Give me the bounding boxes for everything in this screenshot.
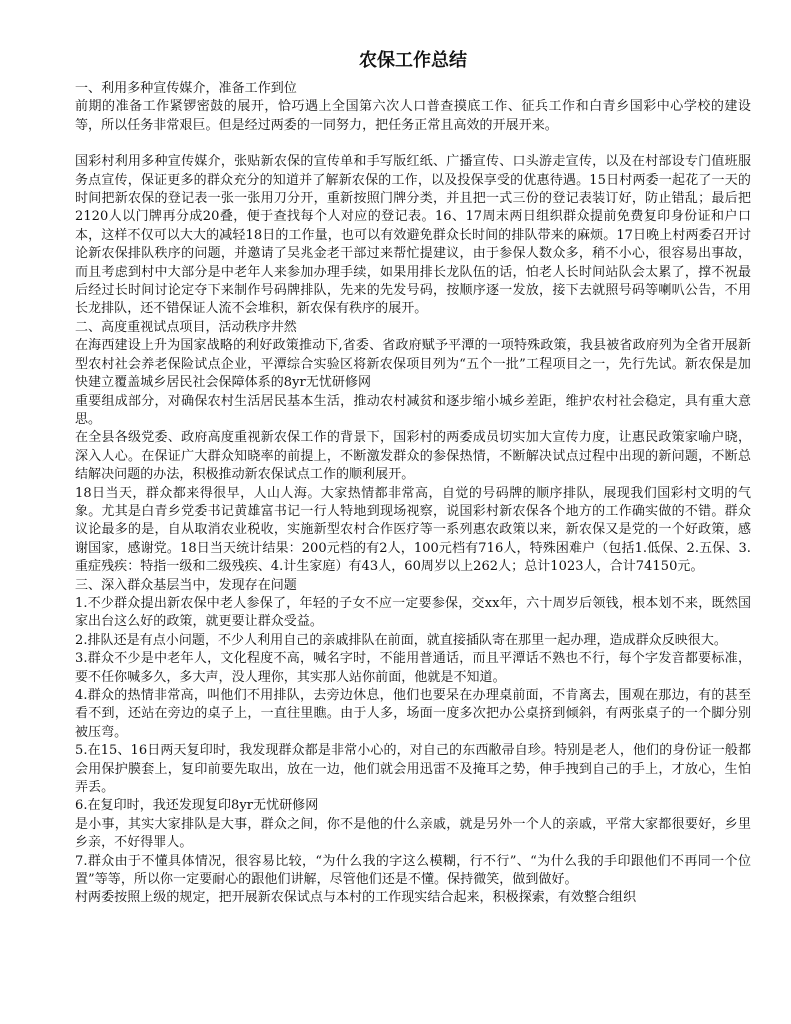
paragraph: 在全县各级党委、政府高度重视新农保工作的背景下，国彩村的两委成员切实加大宣传力度，让惠民政策家喻户晓，深入人心。在保证广大群众知晓率的前提上，不断激发群众的参保热情，不断解决试点过程中出现的新问题，不断总结解决问题的办法，积极推动新农保试点工作的顺利展开。	[75, 430, 751, 483]
document-body	[75, 80, 751, 908]
paragraph: 是小事，其实大家排队是大事，群众之间，你不是他的什么亲戚，就是另外一个人的亲戚，平常大家都很要好，乡里乡亲，不好得罪人。	[75, 816, 751, 851]
document-title: 农保工作总结	[359, 50, 467, 71]
list-item: 2.排队还是有点小问题，不少人利用自己的亲戚排队在前面，就直接插队寄在那里一起办理，造成群众反映很大。	[75, 632, 727, 648]
list-item: 1.不少群众提出新农保中老人参保了，年轻的子女不应一定要参保，交xx年，六十周岁后领钱，根本划不来，既然国家出台这么好的政策，就更要让群众受益。	[75, 595, 751, 630]
paragraph: 国彩村利用多种宣传媒介，张贴新农保的宣传单和手写版红纸、广播宣传、口头游走宣传，以及在村部设专门值班服务点宣传，保证更多的群众充分的知道并了解新农保的工作，以及投保享受的优惠待遇。15日村两委一起花了一天的时间把新农保的登记表一张一张用刀分开，重新按照门牌分类，并且把一式三份的登记表装订好，防止错乱；最后把2120人以门牌再分成20叠，便于查找每个人对应的登记表。16、17周末两日组织群众提前免费复印身份证和户口本，这样不仅可以大大的减轻18日的工作量，也可以有效避免群众长时间的排队带来的麻烦。17日晚上村两委召开讨论新农保排队秩序的问题，并邀请了吴兆金老干部过来帮忙提建议，由于参保人数众多，稍不小心，很容易出事故，而且考虑到村中大部分是中老年人来参加办理手续，如果用排长龙队伍的话，怕老人长时间站队会太累了，撑不祝最后经过长时间讨论定夺下来制作号码牌排队，先来的先发号码，按顺序逐一发放，接下去就照号码等喇叭公告，不用长龙排队，还不错保证人流不会堆积，新农保有秩序的展开。	[75, 154, 751, 317]
section-heading-1: 一、利用多种宣传媒介，准备工作到位	[75, 81, 297, 96]
list-item: 3.群众不少是中老年人，文化程度不高，喊名字时，不能用普通话，而且平潭话不熟也不行，每个字发音都要标准，要不任你喊多久，多大声，没人理你，其实那人站你前面，他就是不知道。	[75, 651, 751, 685]
paragraph: 在海西建设上升为国家战略的利好政策推动下,省委、省政府赋予平潭的一项特殊政策，我县被省政府列为全省开展新型农村社会养老保险试点企业，平潭综合实验区将新农保项目列为“五个一批”工程项目之一，先行先试。新农保是加快建立覆盖城乡居民社会保障体系的8yr无忧研修网	[75, 338, 751, 391]
section-heading-2: 二、高度重视试点项目，活动秩序井然	[75, 319, 297, 335]
paragraph: 前期的准备工作紧锣密鼓的展开，恰巧遇上全国第六次人口普查摸底工作、征兵工作和白青乡国彩中心学校的建设等，所以任务非常艰巨。但是经过两委的一同努力，把任务正常且高效的开展开来。	[75, 99, 751, 133]
paragraph: 18日当天，群众都来得很早，人山人海。大家热情都非常高，自觉的号码牌的顺序排队，展现我们国彩村文明的气象。尤其是白青乡党委书记黄雄富书记一行人特地到现场视察，说国彩村新农保各个地方的工作确实做的不错。群众议论最多的是，自从取消农业税收，实施新型农村合作医疗等一系列惠农政策以来，新农保又是党的一个好政策，感谢国家，感谢党。18日当天统计结果：200元档的有2人，100元档有716人，特殊困难户（包括1.低保、2.五保、3.重症残疾：特指一级和二级残疾、4.计生家庭）有43人，60周岁以上262人；总计1023人，合计74150元。	[75, 485, 751, 575]
section-heading-3: 三、深入群众基层当中，发现存在问题	[75, 577, 297, 593]
list-item: 5.在15、16日两天复印时，我发现群众都是非常小心的，对自己的东西敝帚自珍。特别是老人，他们的身份证一般都会用保护膜套上，复印前要先取出，放在一边，他们就会用迅雷不及掩耳之势，伸手拽到自己的手上，才放心，生怕弄丢。	[75, 743, 751, 796]
list-item: 6.在复印时，我还发现复印8yr无忧研修网	[75, 798, 319, 814]
paragraph: 重要组成部分，对确保农村生活居民基本生活，推动农村减贫和逐步缩小城乡差距，维护农村社会稳定，具有重大意思。	[75, 393, 751, 427]
list-item: 4.群众的热情非常高，叫他们不用排队，去旁边休息，他们也要呆在办理桌前面，不肯离去，围观在那边，有的甚至看不到，还站在旁边的桌子上，一直往里瞧。由于人多，场面一度多次把办公桌挤到倾斜，有两张桌子的一个脚分别被压弯。	[75, 688, 751, 740]
list-item: 7.群众由于不懂具体情况，很容易比较，“为什么我的字这么模糊，行不行”、“为什么我的手印跟他们不再同一个位置”等等，所以你一定要耐心的跟他们讲解，尽管他们还是不懂。保持微笑，做到做好。	[75, 853, 751, 888]
paragraph: 村两委按照上级的规定，把开展新农保试点与本村的工作现实结合起来，积极探索，有效整合组织	[75, 890, 637, 906]
